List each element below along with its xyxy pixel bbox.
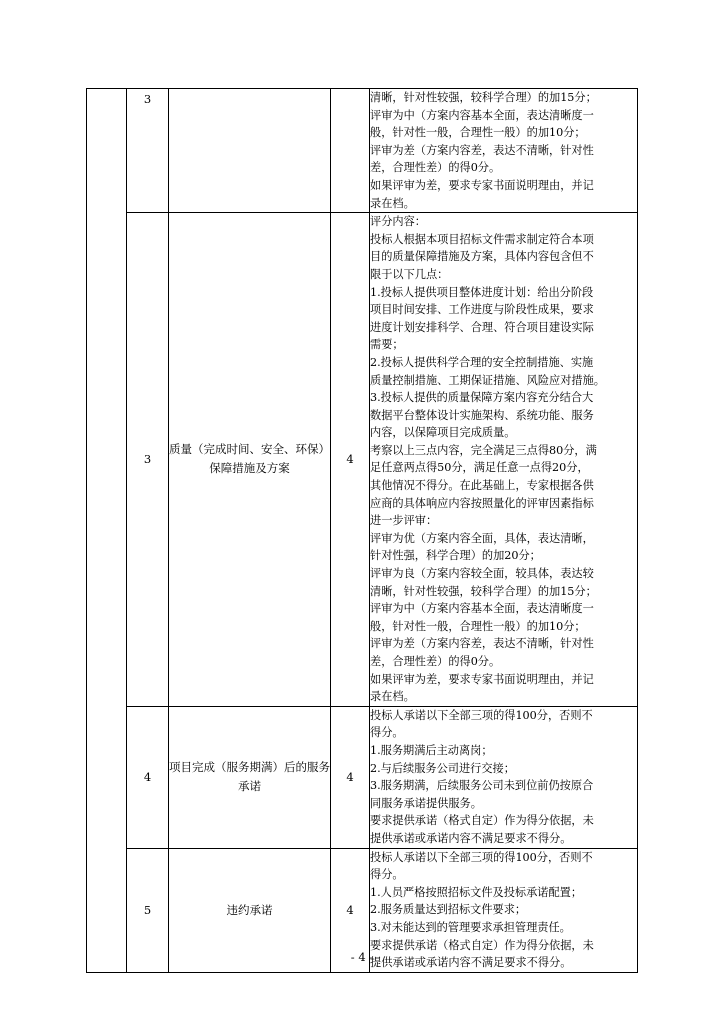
content-line: 差，合理性差）的得0分。: [370, 655, 501, 668]
scoring-content: [370, 213, 638, 707]
content-line: 评审为差（方案内容差，表达不清晰，针对性: [370, 637, 594, 651]
content-line: 录在档。: [370, 690, 415, 704]
content-line: 1.投标人提供项目整体进度计划：给出分阶段: [370, 285, 594, 299]
content-line: 2.与后续服务公司进行交接；: [370, 761, 515, 775]
content-line: 评审为中（方案内容基本全面，表达清晰度一: [370, 108, 594, 122]
content-line: 得分。: [370, 726, 404, 740]
row-number: 4: [127, 706, 169, 848]
content-line: 如果评审为差，要求专家书面说明理由，并记: [370, 178, 594, 192]
item-points: 4: [331, 706, 370, 848]
content-line: 投标人根据本项目招标文件需求制定符合本项: [370, 232, 594, 246]
content-line: 需要；: [370, 338, 404, 352]
content-line: 项目时间安排、工作进度与阶段性成果，要求: [370, 303, 594, 317]
item-points: 4: [331, 848, 370, 972]
scoring-table: [86, 88, 638, 973]
item-name: 违约承诺: [169, 848, 331, 972]
item-name: 质量（完成时间、安全、环保）保障措施及方案: [169, 213, 331, 707]
content-line: 3.服务期满，后续服务公司未到位前仍按原合: [370, 779, 594, 793]
item-points: [331, 89, 370, 213]
table-row: [87, 213, 638, 707]
content-line: 2.服务质量达到招标文件要求；: [370, 903, 527, 917]
content-line: 质量控制措施、工期保证措施、风险应对措施。: [370, 373, 605, 387]
content-line: 同服务承诺提供服务。: [370, 796, 482, 810]
row-number: 5: [127, 848, 169, 972]
content-line: 提供承诺或承诺内容不满足要求不得分。: [370, 956, 572, 970]
content-line: 评分内容：: [370, 215, 426, 229]
content-line: 1.服务期满后主动离岗；: [370, 743, 493, 757]
category-cell: [87, 89, 127, 973]
content-line: 投标人承诺以下全部三项的得100分，否则不: [370, 850, 593, 864]
content-line: 如果评审为差，要求专家书面说明理由，并记: [370, 672, 594, 686]
content-line: 针对性强，科学合理）的加20分；: [370, 549, 541, 563]
content-line: 进度计划安排科学、合理、符合项目建设实际: [370, 320, 594, 334]
item-name: 项目完成（服务期满）后的服务承诺: [169, 706, 331, 848]
scoring-content: [370, 89, 638, 213]
content-line: 提供承诺或承诺内容不满足要求不得分。: [370, 831, 572, 845]
content-line: 内容，以保障项目完成质量。: [370, 426, 516, 440]
page-number: - 4 -: [350, 950, 374, 964]
content-line: 差，合理性差）的得0分。: [370, 161, 501, 175]
table-row: [87, 706, 638, 848]
content-line: 应商的具体响应内容按照量化的评审因素指标: [370, 496, 594, 510]
content-line: 要求提供承诺（格式自定）作为得分依据，未: [370, 938, 594, 952]
row-number: 3: [127, 213, 169, 707]
content-line: 评审为差（方案内容差，表达不清晰，针对性: [370, 143, 594, 157]
row-number: 3: [127, 89, 169, 213]
item-name: [169, 89, 331, 213]
content-line: 得分。: [370, 868, 404, 882]
content-line: 般，针对性一般，合理性一般）的加10分；: [370, 126, 586, 140]
content-line: 录在档。: [370, 196, 415, 210]
content-line: 投标人承诺以下全部三项的得100分，否则不: [370, 708, 593, 722]
content-line: 要求提供承诺（格式自定）作为得分依据，未: [370, 814, 594, 828]
content-line: 2.投标人提供科学合理的安全控制措施、实施: [370, 355, 594, 369]
content-line: 清晰，针对性较强，较科学合理）的加15分；: [370, 584, 597, 598]
content-line: 3.投标人提供的质量保障方案内容充分结合大: [370, 391, 594, 405]
content-line: 数据平台整体设计实施架构、系统功能、服务: [370, 408, 594, 422]
content-line: 般，针对性一般，合理性一般）的加10分；: [370, 619, 586, 633]
content-line: 1.人员严格按照招标文件及投标承诺配置；: [370, 885, 583, 899]
content-line: 评审为良（方案内容较全面，较具体，表达较: [370, 567, 594, 581]
content-line: 足任意两点得50分，满足任意一点得20分，: [370, 461, 589, 475]
table-row: [87, 89, 638, 213]
content-line: 评审为中（方案内容基本全面，表达清晰度一: [370, 602, 594, 616]
content-line: 进一步评审：: [370, 514, 438, 528]
scoring-content: [370, 706, 638, 848]
content-line: 评审为优（方案内容全面，具体，表达清晰，: [370, 531, 594, 545]
item-points: 4: [331, 213, 370, 707]
content-line: 3.对未能达到的管理要求承担管理责任。: [370, 920, 571, 934]
content-line: 清晰，针对性较强，较科学合理）的加15分；: [370, 91, 597, 104]
content-line: 其他情况不得分。在此基础上，专家根据各供: [370, 479, 594, 493]
content-line: 目的质量保障措施及方案，具体内容包含但不: [370, 250, 594, 264]
content-line: 考察以上三点内容，完全满足三点得80分，满: [370, 443, 597, 457]
content-line: 限于以下几点：: [370, 267, 449, 281]
